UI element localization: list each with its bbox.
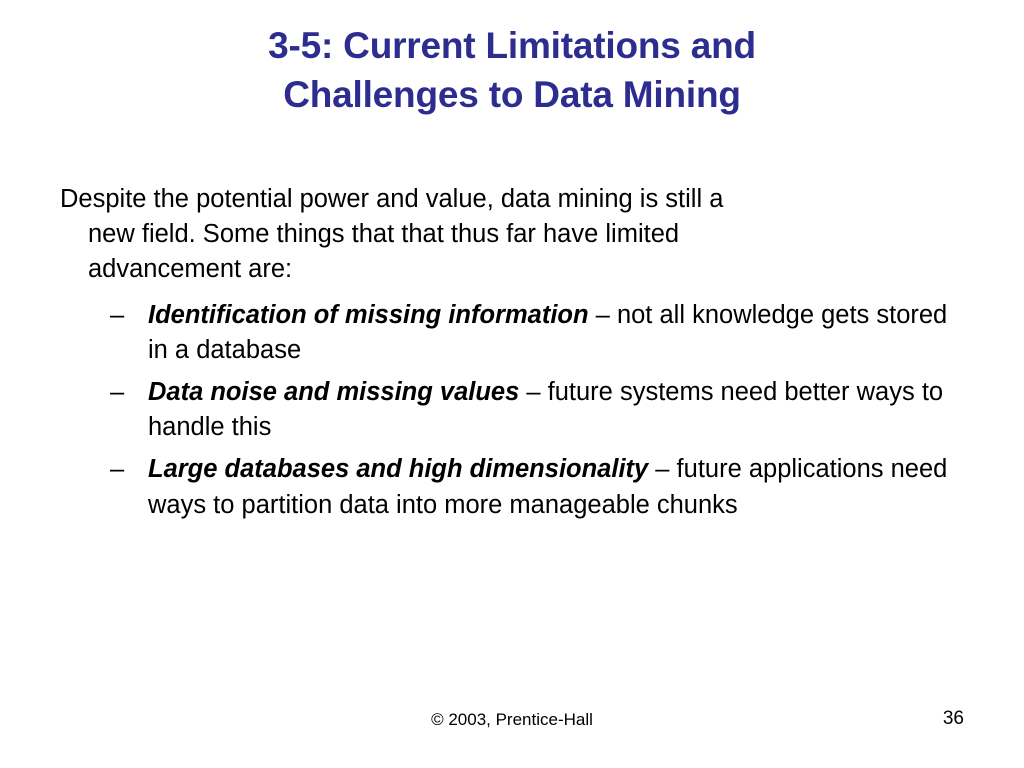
slide-body [60, 182, 960, 530]
lead-paragraph-line-2: new field. Some things that that thus far have limited [88, 220, 680, 249]
page-title-line-2: Challenges to Data Mining [283, 73, 741, 115]
lead-paragraph [60, 182, 960, 288]
lead-paragraph-line-1: Despite the potential power and value, data mining is still a [60, 185, 724, 213]
bullet-dash-icon: – [110, 300, 125, 329]
bullet-dash-icon: – [110, 377, 125, 406]
list-item-emphasis: Large databases and high dimensionality [148, 455, 649, 484]
footer-page-number: 36 [942, 708, 964, 729]
list-item-text: – future applications need ways to partition data into more manageable chunks [148, 455, 948, 519]
list-item-emphasis: Data noise and missing values [148, 377, 520, 406]
list-item [110, 452, 960, 522]
page-title-line-1: 3-5: Current Limitations and [268, 25, 756, 66]
list-item-emphasis: Identification of missing information [148, 300, 589, 329]
footer-copyright: © 2003, Prentice-Hall [431, 710, 593, 729]
list-item-text: – future systems need better ways to handle this [148, 377, 944, 442]
list-item [110, 375, 960, 445]
list-item-text: – not all knowledge gets stored in a database [148, 300, 948, 364]
lead-paragraph-line-3: advancement are: [88, 255, 293, 284]
page-title [72, 22, 952, 120]
bullet-dash-icon: – [110, 455, 125, 484]
bullet-list [60, 298, 960, 523]
list-item [110, 298, 960, 368]
